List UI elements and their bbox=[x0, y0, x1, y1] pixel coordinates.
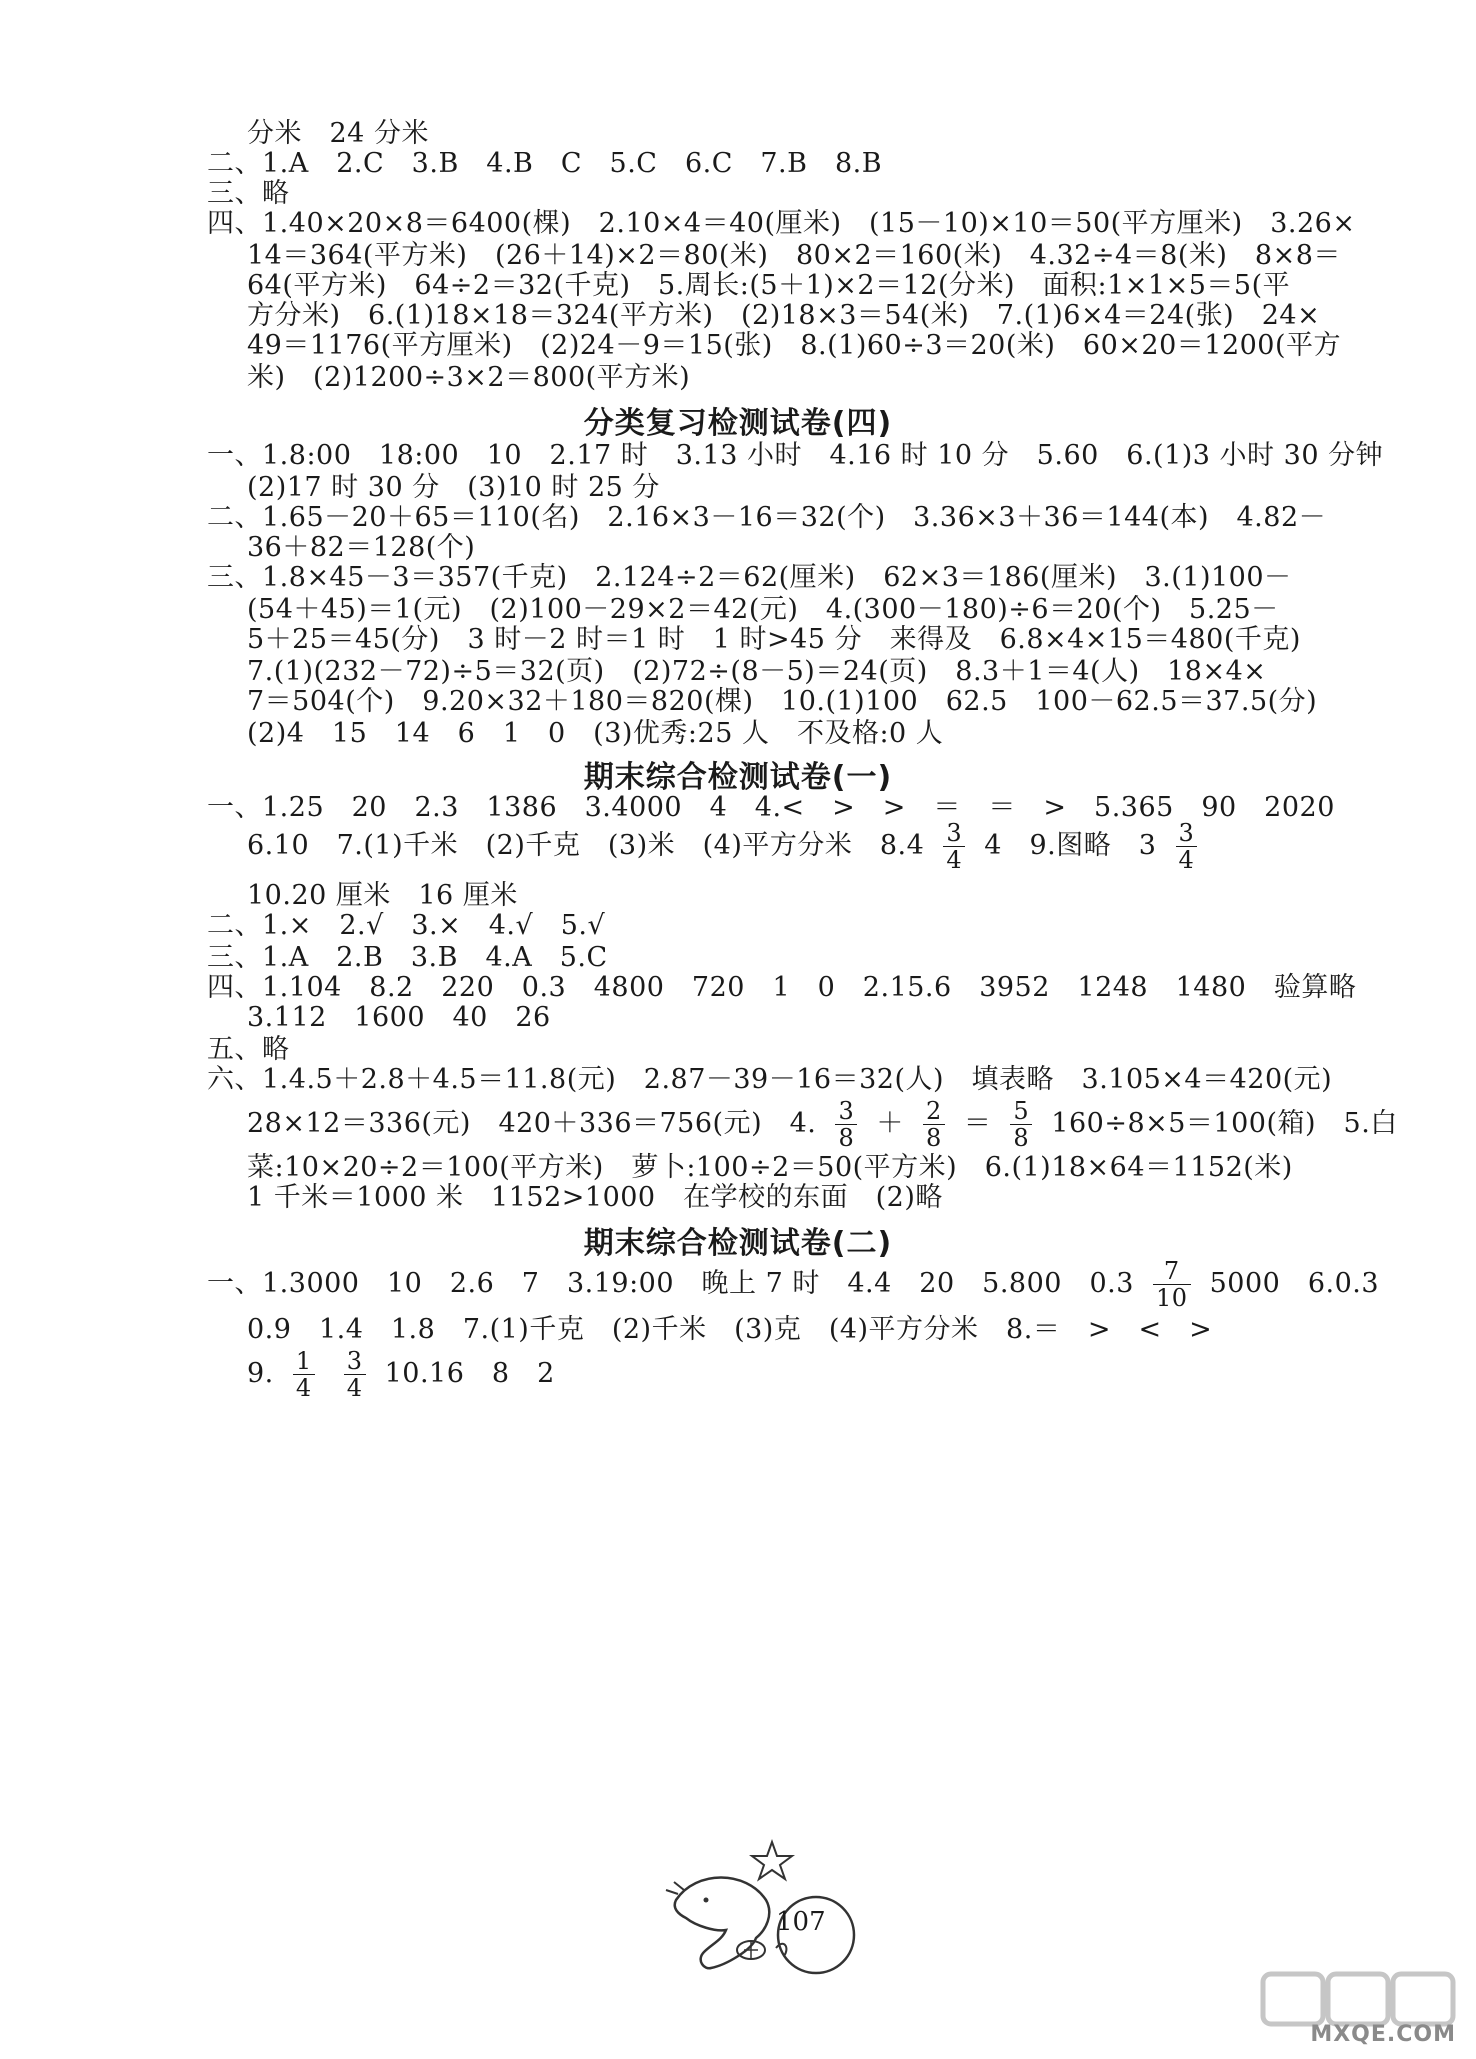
answer-line bbox=[247, 820, 1207, 873]
fraction-denominator: 4 bbox=[346, 1374, 363, 1402]
fraction-denominator: 10 bbox=[1155, 1284, 1188, 1312]
answer-text: 6.10 7.(1)千米 (2)千克 (3)米 (4)平方分米 8.4 bbox=[247, 830, 925, 861]
answer-line: 六、1.4.5＋2.8＋4.5＝11.8(元) 2.87－39－16＝32(人) 填表略 3.105×4＝420(元) bbox=[207, 1064, 1333, 1095]
answer-line: 49＝1176(平方厘米) (2)24－9＝15(张) 8.(1)60÷3＝20(米) 60×20＝1200(平方 bbox=[247, 330, 1342, 361]
answer-line: 3.112 1600 40 26 bbox=[247, 1002, 551, 1033]
answer-line: 一、1.8:00 18:00 10 2.17 时 3.13 小时 4.16 时 10 分 5.60 6.(1)3 小时 30 分钟 bbox=[207, 440, 1384, 471]
answer-line: 10.20 厘米 16 厘米 bbox=[247, 880, 518, 911]
answer-line: 五、略 bbox=[207, 1034, 290, 1065]
fraction-numerator: 7 bbox=[1153, 1258, 1191, 1285]
fraction-numerator: 3 bbox=[1176, 820, 1198, 847]
fraction-numerator: 1 bbox=[293, 1348, 315, 1375]
fraction bbox=[344, 1348, 366, 1401]
section-title: 期末综合检测试卷(二) bbox=[583, 1226, 893, 1261]
answer-line: (2)17 时 30 分 (3)10 时 25 分 bbox=[247, 472, 660, 503]
answer-text: ＝ bbox=[963, 1108, 992, 1139]
fraction-denominator: 4 bbox=[295, 1374, 312, 1402]
fraction-numerator: 5 bbox=[1010, 1098, 1032, 1125]
fraction-numerator: 2 bbox=[923, 1098, 945, 1125]
fraction-denominator: 4 bbox=[946, 846, 963, 874]
answer-line: 64(平方米) 64÷2＝32(千克) 5.周长:(5＋1)×2＝12(分米) 面积:1×1×5＝5(平 bbox=[247, 270, 1291, 301]
fraction-denominator: 4 bbox=[1178, 846, 1195, 874]
answer-line: 0.9 1.4 1.8 7.(1)千克 (2)千米 (3)克 (4)平方分米 8.＝ > < > bbox=[247, 1314, 1213, 1345]
answer-text: 10.16 8 2 bbox=[384, 1358, 555, 1389]
answer-line: 分米 24 分米 bbox=[247, 118, 429, 149]
answer-line: 二、1.A 2.C 3.B 4.B C 5.C 6.C 7.B 8.B bbox=[207, 148, 883, 179]
answer-text: 9. bbox=[247, 1358, 274, 1389]
answer-line: 米) (2)1200÷3×2＝800(平方米) bbox=[247, 362, 691, 393]
fraction-denominator: 8 bbox=[838, 1124, 855, 1152]
fraction-numerator: 3 bbox=[835, 1098, 857, 1125]
answer-text: 5000 6.0.3 bbox=[1209, 1268, 1380, 1299]
answer-line: 四、1.40×20×8＝6400(棵) 2.10×4＝40(厘米) (15－10)×10＝50(平方厘米) 3.26× bbox=[207, 208, 1356, 239]
answer-text: 160÷8×5＝100(箱) 5.白 bbox=[1051, 1108, 1398, 1139]
fraction bbox=[1176, 820, 1198, 873]
answer-line bbox=[207, 1258, 1379, 1311]
answer-text: 4 9.图略 3 bbox=[984, 830, 1157, 861]
answer-text: 一、1.3000 10 2.6 7 3.19:00 晚上 7 时 4.4 20 5.800 0.3 bbox=[207, 1268, 1134, 1299]
fraction bbox=[1010, 1098, 1032, 1151]
answer-line: (2)4 15 14 6 1 0 (3)优秀:25 人 不及格:0 人 bbox=[247, 718, 944, 749]
fraction bbox=[943, 820, 965, 873]
answer-line: 三、略 bbox=[207, 178, 290, 209]
fraction bbox=[293, 1348, 315, 1401]
answer-line: (54＋45)＝1(元) (2)100－29×2＝42(元) 4.(300－180)÷6＝20(个) 5.25－ bbox=[247, 594, 1279, 625]
answer-line: 5＋25＝45(分) 3 时－2 时＝1 时 1 时>45 分 来得及 6.8×4×15＝480(千克) bbox=[247, 624, 1301, 655]
answer-line: 14＝364(平方米) (26＋14)×2＝80(米) 80×2＝160(米) 4.32÷4＝8(米) 8×8＝ bbox=[247, 240, 1341, 271]
answer-line: 7.(1)(232－72)÷5＝32(页) (2)72÷(8－5)＝24(页) 8.3＋1＝4(人) 18×4× bbox=[247, 656, 1267, 687]
fraction bbox=[923, 1098, 945, 1151]
answer-line: 二、1.× 2.√ 3.× 4.√ 5.√ bbox=[207, 910, 606, 941]
answer-line: 一、1.25 20 2.3 1386 3.4000 4 4.< > > ＝ ＝ > 5.365 90 2020 bbox=[207, 792, 1335, 823]
page-number: 107 bbox=[776, 1907, 826, 1937]
answer-line bbox=[247, 1348, 555, 1401]
answer-line: 菜:10×20÷2＝100(平方米) 萝卜:100÷2＝50(平方米) 6.(1)18×64＝1152(米) bbox=[247, 1152, 1293, 1183]
answer-text: 28×12＝336(元) 420＋336＝756(元) 4. bbox=[247, 1108, 817, 1139]
fraction-numerator: 3 bbox=[943, 820, 965, 847]
answer-text: ＋ bbox=[876, 1108, 904, 1139]
answer-line bbox=[247, 1098, 1398, 1151]
fraction-numerator: 3 bbox=[344, 1348, 366, 1375]
dolphin-icon bbox=[656, 1830, 856, 1980]
answer-line: 四、1.104 8.2 220 0.3 4800 720 1 0 2.15.6 3952 1248 1480 验算略 bbox=[207, 972, 1357, 1003]
answer-line: 三、1.8×45－3＝357(千克) 2.124÷2＝62(厘米) 62×3＝186(厘米) 3.(1)100－ bbox=[207, 562, 1292, 593]
fraction-denominator: 8 bbox=[1013, 1124, 1030, 1152]
fraction bbox=[1153, 1258, 1191, 1311]
fraction bbox=[835, 1098, 857, 1151]
fraction-denominator: 8 bbox=[925, 1124, 942, 1152]
answer-line: 方分米) 6.(1)18×18＝324(平方米) (2)18×3＝54(米) 7.(1)6×4＝24(张) 24× bbox=[247, 300, 1321, 331]
answer-line: 36＋82＝128(个) bbox=[247, 532, 476, 563]
section-title: 期末综合检测试卷(一) bbox=[583, 760, 893, 795]
star-icon bbox=[752, 1842, 792, 1879]
watermark-text: MXQE.COM bbox=[1310, 2022, 1456, 2047]
answer-line: 1 千米＝1000 米 1152>1000 在学校的东面 (2)略 bbox=[247, 1182, 943, 1213]
answer-line: 三、1.A 2.B 3.B 4.A 5.C bbox=[207, 942, 608, 973]
section-title: 分类复习检测试卷(四) bbox=[583, 406, 893, 441]
answer-line: 7＝504(个) 9.20×32＋180＝820(棵) 10.(1)100 62.5 100－62.5＝37.5(分) bbox=[247, 686, 1318, 717]
answer-line: 二、1.65－20＋65＝110(名) 2.16×3－16＝32(个) 3.36×3＋36＝144(本) 4.82－ bbox=[207, 502, 1327, 533]
